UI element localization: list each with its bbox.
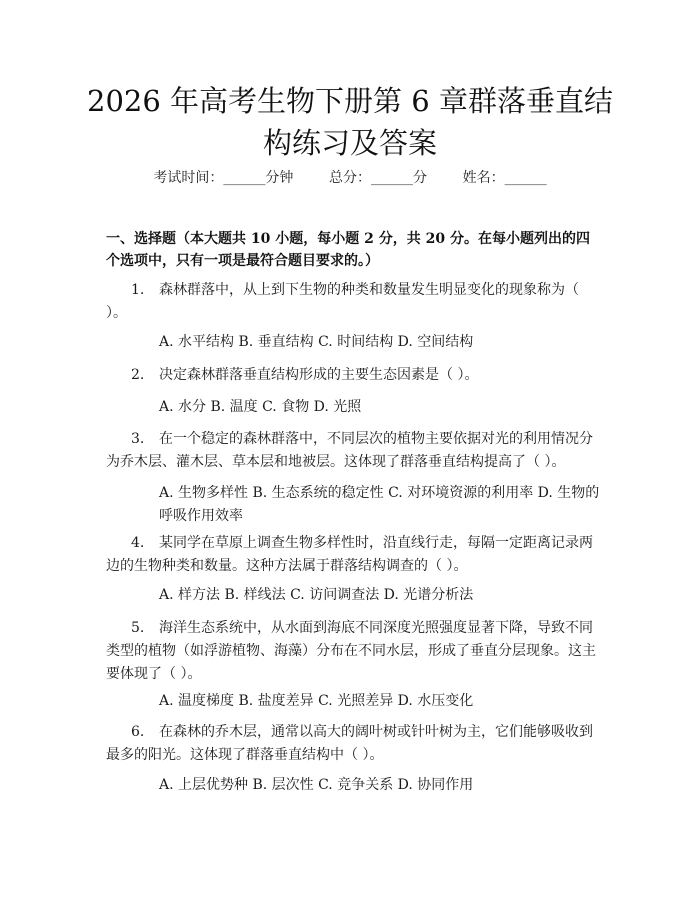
question-number: 2. [131, 367, 145, 383]
total-score-label: 总分：______分 [329, 170, 427, 186]
question-stem: 森林群落中，从上到下生物的种类和数量发生明显变化的现象称为（ ）。 [106, 282, 579, 321]
options-text: A. 水平结构 B. 垂直结构 C. 时间结构 D. 空间结构 [159, 334, 474, 350]
question-1 [106, 279, 603, 325]
options-text: A. 上层优势种 B. 层次性 C. 竞争关系 D. 协同作用 [159, 777, 474, 793]
question-number: 1. [131, 282, 145, 298]
question-number: 4. [131, 535, 145, 551]
options-text: A. 样方法 B. 样线法 C. 访问调查法 D. 光谱分析法 [159, 587, 474, 603]
exam-info-line [0, 168, 700, 188]
question-stem: 决定森林群落垂直结构形成的主要生态因素是（ ）。 [159, 367, 479, 383]
question-3 [106, 428, 603, 474]
name-label: 姓名：______ [462, 170, 547, 186]
question-6-options [106, 774, 603, 797]
question-stem: 某同学在草原上调查生物多样性时，沿直线行走，每隔一定距离记录两边的生物种类和数量。这种方法属于群落结构调查的（ ）。 [106, 535, 593, 574]
question-4 [106, 532, 603, 578]
question-number: 5. [131, 620, 145, 636]
section-heading: 一、选择题（本大题共 10 小题，每小题 2 分，共 20 分。在每小题列出的四个选项中，只有一项是最符合题目要求的。） [106, 231, 590, 269]
options-text: A. 温度梯度 B. 盐度差异 C. 光照差异 D. 水压变化 [159, 693, 474, 709]
question-1-options [106, 331, 603, 354]
question-number: 6. [131, 724, 145, 740]
question-stem: 海洋生态系统中，从水面到海底不同深度光照强度显著下降，导致不同类型的植物（如浮游植物、海藻）分布在不同水层，形成了垂直分层现象。这主要体现了（ ）。 [106, 620, 596, 682]
question-stem: 在一个稳定的森林群落中，不同层次的植物主要依据对光的利用情况分为乔木层、灌木层、草本层和地被层。这体现了群落垂直结构提高了（ ）。 [106, 431, 593, 470]
question-4-options [106, 584, 603, 607]
exam-time-label: 考试时间：______分钟 [153, 170, 294, 186]
question-2-options [106, 396, 603, 419]
question-5-options [106, 690, 603, 713]
question-2 [106, 364, 603, 387]
options-text: A. 生物多样性 B. 生态系统的稳定性 C. 对环境资源的利用率 D. 生物的呼吸作用效率 [159, 485, 600, 524]
page-title: 2026 年高考生物下册第 6 章群落垂直结构练习及答案 [87, 84, 613, 160]
question-number: 3. [131, 431, 145, 447]
question-stem: 在森林的乔木层，通常以高大的阔叶树或针叶树为主，它们能够吸收到最多的阳光。这体现了群落垂直结构中（ ）。 [106, 724, 593, 763]
question-6 [106, 721, 603, 767]
question-3-options [106, 482, 603, 528]
question-5 [106, 617, 603, 686]
options-text: A. 水分 B. 温度 C. 食物 D. 光照 [159, 399, 362, 415]
